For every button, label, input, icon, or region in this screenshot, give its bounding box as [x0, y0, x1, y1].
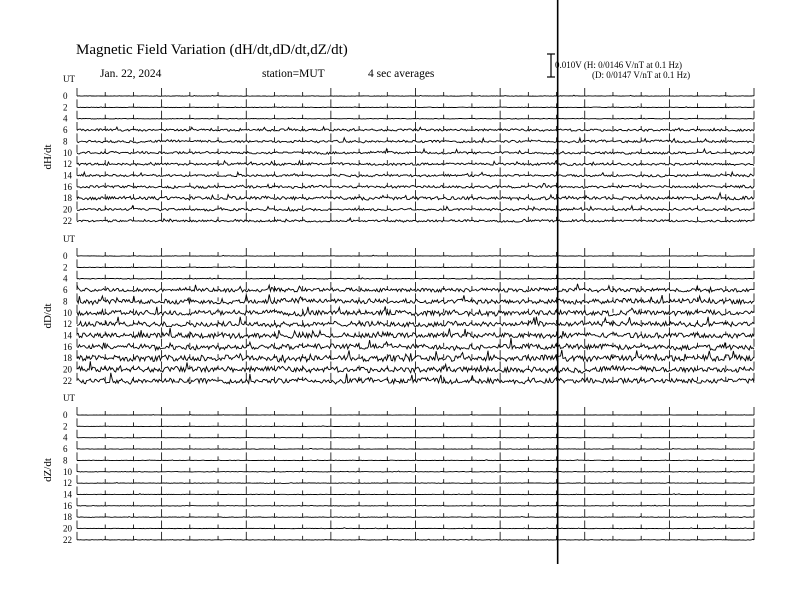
hour-label: 2 — [63, 421, 68, 432]
hour-label: 4 — [63, 432, 68, 443]
hour-label: 10 — [63, 466, 72, 477]
hour-label: 0 — [63, 251, 68, 261]
scale-value-text: 0.010V — [555, 60, 582, 70]
hour-label: 0 — [63, 91, 68, 101]
hour-label: 20 — [63, 204, 72, 215]
hour-label: 18 — [63, 512, 72, 523]
hour-label: 4 — [63, 273, 68, 284]
hour-label: 8 — [63, 136, 68, 147]
panel-label: dH/dt — [42, 144, 54, 170]
hour-label: 6 — [63, 444, 68, 455]
hour-label: 2 — [63, 102, 68, 113]
hour-label: 18 — [63, 193, 72, 204]
hour-label: 12 — [63, 159, 72, 170]
hour-label: 14 — [63, 330, 72, 341]
hour-label: 22 — [63, 375, 72, 386]
panel-1 — [42, 74, 754, 226]
hour-label: 22 — [63, 534, 72, 545]
hour-label: 12 — [63, 478, 72, 489]
hour-label: 20 — [63, 364, 72, 375]
hour-label: 16 — [63, 341, 72, 352]
scale-h-note: (H: 0/0146 V/nT at 0.1 Hz) — [583, 60, 682, 70]
ut-label: UT — [63, 393, 75, 403]
scale-d-note: (D: 0/0147 V/nT at 0.1 Hz) — [592, 70, 691, 80]
hour-label: 8 — [63, 455, 68, 466]
hour-label: 22 — [63, 215, 72, 226]
hour-label: 10 — [63, 307, 72, 318]
scale-value — [555, 60, 682, 70]
hour-label: 14 — [63, 170, 72, 181]
hour-label: 2 — [63, 262, 68, 273]
hour-label: 12 — [63, 319, 72, 330]
hour-label: 20 — [63, 523, 72, 534]
station-label: station=MUT — [262, 68, 325, 80]
date-label: Jan. 22, 2024 — [100, 68, 162, 80]
trace-panels — [42, 74, 754, 545]
chart-title: Magnetic Field Variation (dH/dt,dD/dt,dZ/dt) — [76, 42, 348, 58]
panel-3 — [42, 393, 754, 545]
hour-label: 14 — [63, 489, 72, 500]
hour-label: 4 — [63, 113, 68, 124]
hour-label: 6 — [63, 125, 68, 136]
hour-label: 6 — [63, 285, 68, 296]
ut-label: UT — [63, 234, 75, 244]
hour-label: 8 — [63, 296, 68, 307]
averaging-label: 4 sec averages — [368, 68, 435, 80]
panel-label: dD/dt — [42, 303, 54, 329]
panel-label: dZ/dt — [42, 458, 54, 482]
hour-label: 16 — [63, 181, 72, 192]
hour-label: 18 — [63, 353, 72, 364]
hour-label: 0 — [63, 410, 68, 420]
hour-label: 10 — [63, 147, 72, 158]
panel-2 — [42, 234, 754, 386]
hour-label: 16 — [63, 500, 72, 511]
scale-bar — [547, 54, 555, 77]
ut-label: UT — [63, 74, 75, 84]
